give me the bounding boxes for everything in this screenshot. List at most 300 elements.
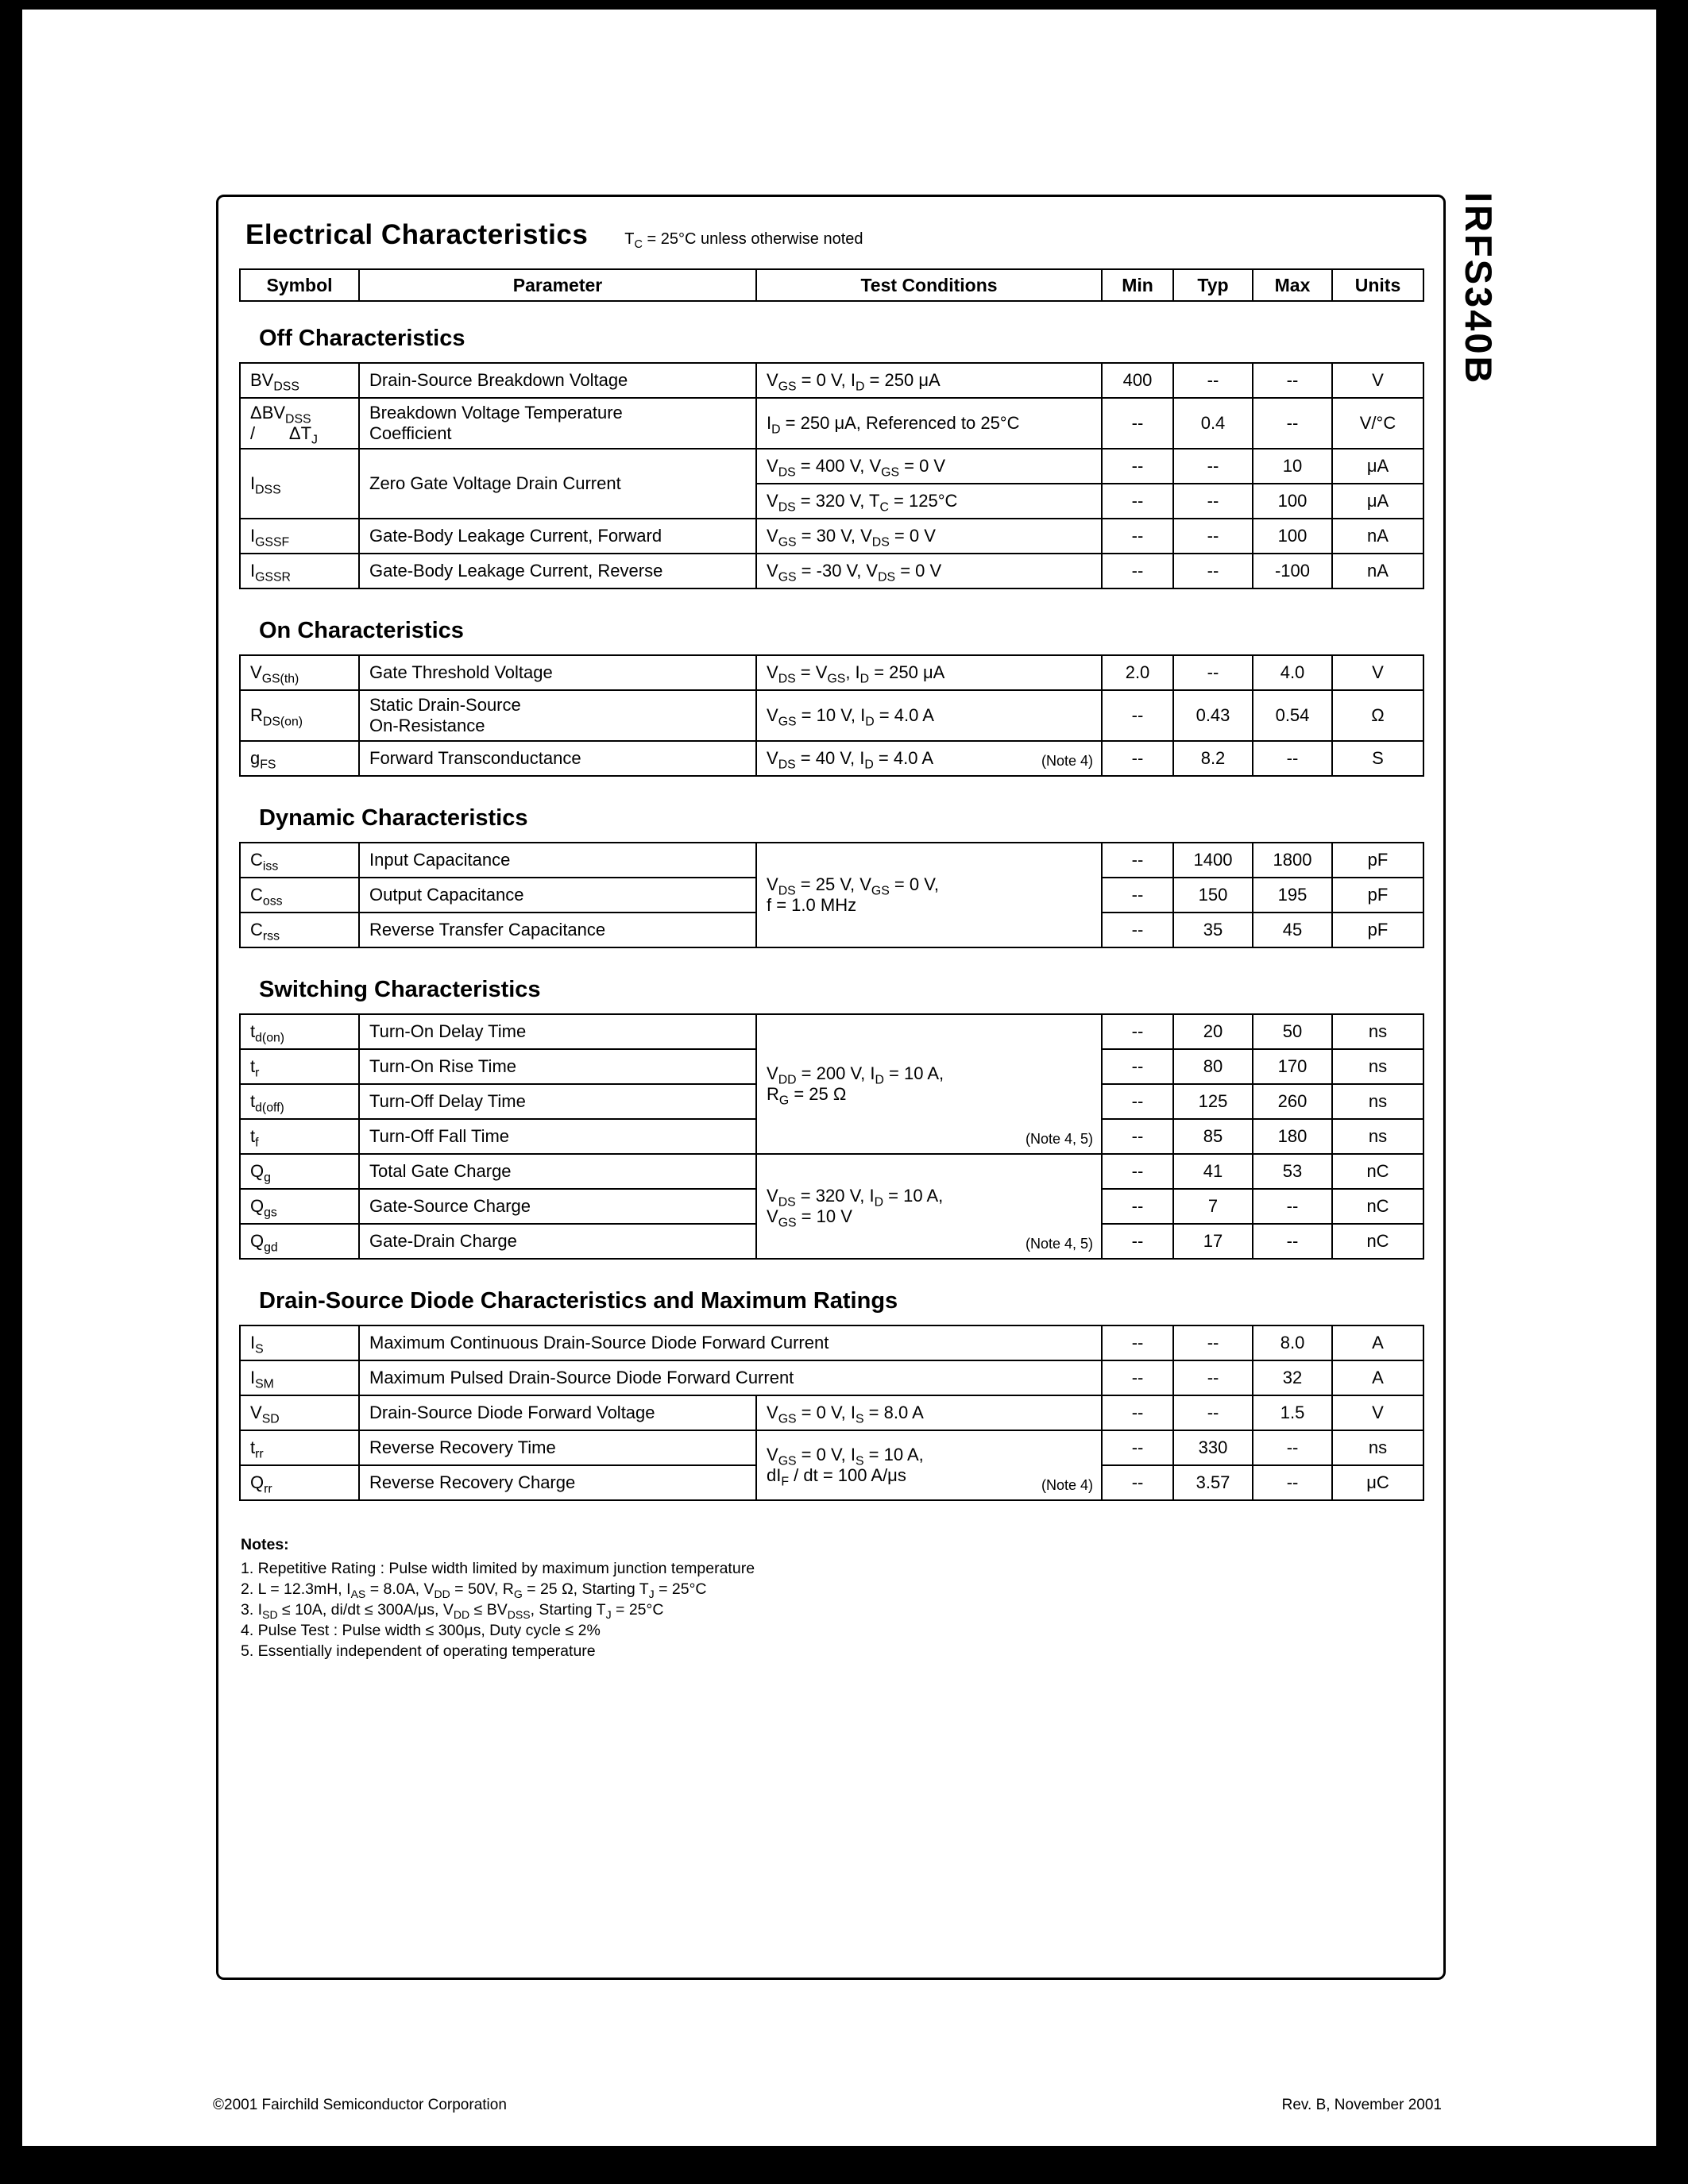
cell-text: -100 <box>1274 561 1311 581</box>
cell-text: $V_{GS} = -30$ V, $V_{DS} = 0$ V <box>767 561 942 585</box>
cell-unit <box>1332 1430 1423 1465</box>
cell-num <box>1102 1119 1173 1154</box>
section-heading: Switching Characteristics <box>259 977 541 1002</box>
note-reference: (Note 4) <box>1041 1477 1094 1493</box>
cell-unit <box>1332 1084 1423 1119</box>
cell-text: 17 <box>1203 1231 1223 1251</box>
cell-par <box>359 1360 1102 1395</box>
cell-text: 195 <box>1277 885 1308 905</box>
cell-num <box>1102 1224 1173 1259</box>
cell-text: $V_{DS} = V_{GS}$, $I_D = 250$ μA <box>767 662 945 686</box>
cell-text: $g_{FS}$ <box>250 748 276 772</box>
cell-num <box>1102 878 1173 913</box>
cell-sym <box>240 519 359 554</box>
cell-text: -- <box>1207 526 1219 546</box>
cell-sym <box>240 554 359 588</box>
cell-sym <box>240 1325 359 1360</box>
characteristics-table <box>239 1325 1424 1501</box>
cell-test <box>756 1154 1102 1259</box>
cell-text: $Q_g$ <box>250 1161 271 1185</box>
cell-text: -- <box>1131 850 1144 870</box>
cell-num <box>1173 1189 1253 1224</box>
cell-text: $C_{iss}$ <box>250 850 279 874</box>
cell-sym <box>240 1395 359 1430</box>
cell-num <box>1253 1189 1332 1224</box>
cell-text: V/°C <box>1359 413 1396 433</box>
cell-par <box>359 519 756 554</box>
cell-num <box>1253 1395 1332 1430</box>
cell-num <box>1102 913 1173 947</box>
cell-text: Gate Threshold Voltage <box>369 662 553 682</box>
cell-num <box>1173 484 1253 519</box>
cell-unit <box>1332 1360 1423 1395</box>
cell-num <box>1173 398 1253 449</box>
table-row <box>240 1325 1423 1360</box>
note-reference: (Note 4) <box>1041 753 1093 769</box>
cell-sym <box>240 741 359 776</box>
cell-text: 100 <box>1277 526 1308 546</box>
cell-text: $BV_{DSS}$ <box>250 370 299 394</box>
cell-test <box>756 484 1102 519</box>
cell-par <box>359 1119 756 1154</box>
cell-par <box>359 363 756 398</box>
cell-sym <box>240 1014 359 1049</box>
cell-num <box>1173 1395 1253 1430</box>
cell-num <box>1173 519 1253 554</box>
cell-text: 4.0 <box>1280 662 1305 682</box>
cell-num <box>1102 1360 1173 1395</box>
cell-par <box>359 1325 1102 1360</box>
column-header-test-conditions: Test Conditions <box>756 269 1102 301</box>
cell-unit <box>1332 655 1423 690</box>
cell-text: ns <box>1368 1056 1388 1076</box>
cell-num <box>1253 690 1332 741</box>
cell-par <box>359 398 756 449</box>
cell-unit <box>1332 1119 1423 1154</box>
cell-text: nC <box>1366 1196 1389 1216</box>
note-reference: (Note 4, 5) <box>1025 1236 1093 1252</box>
cell-num <box>1253 741 1332 776</box>
table-row <box>240 1014 1423 1049</box>
content-frame <box>216 195 1446 1980</box>
cell-num <box>1253 1154 1332 1189</box>
cell-text: -- <box>1131 1437 1144 1457</box>
cell-text: 0.54 <box>1275 705 1310 725</box>
cell-text: -- <box>1131 1231 1144 1251</box>
cell-text: Turn-On Rise Time <box>369 1056 517 1076</box>
cell-num <box>1173 1084 1253 1119</box>
cell-test <box>756 690 1102 741</box>
table-row <box>240 398 1423 449</box>
cell-num <box>1253 1084 1332 1119</box>
cell-num <box>1253 519 1332 554</box>
cell-text: 8.2 <box>1200 748 1226 768</box>
cell-text: -- <box>1131 1091 1144 1111</box>
cell-text: $V_{GS(th)}$ <box>250 662 299 686</box>
cell-num <box>1173 1014 1253 1049</box>
cell-text: $I_{SM}$ <box>250 1368 274 1391</box>
cell-text: Static Drain-Source On-Resistance <box>369 695 521 735</box>
note-reference: (Note 4, 5) <box>1025 1131 1093 1147</box>
cell-num <box>1102 398 1173 449</box>
cell-unit <box>1332 1154 1423 1189</box>
table-row <box>240 363 1423 398</box>
cell-text: $V_{DS} = 320$ V, $I_D = 10$ A, $V_{GS} = 10$ V <box>767 1186 944 1230</box>
cell-text: Drain-Source Diode Forward Voltage <box>369 1403 655 1422</box>
cell-text: 0.43 <box>1196 705 1230 725</box>
cell-test <box>756 741 1102 776</box>
cell-test <box>756 1430 1102 1500</box>
cell-text: V <box>1372 662 1384 682</box>
cell-test <box>756 398 1102 449</box>
cell-text: -- <box>1131 705 1144 725</box>
cell-text: $C_{oss}$ <box>250 885 283 909</box>
cell-text: Gate-Body Leakage Current, Forward <box>369 526 662 546</box>
cell-text: pF <box>1367 850 1389 870</box>
cell-text: -- <box>1207 456 1219 476</box>
cell-text: A <box>1372 1368 1384 1387</box>
cell-num <box>1173 913 1253 947</box>
cell-text: -- <box>1286 1231 1299 1251</box>
cell-text: $I_{GSSR}$ <box>250 561 291 585</box>
cell-num <box>1253 554 1332 588</box>
cell-text: Gate-Source Charge <box>369 1196 531 1216</box>
cell-text: -- <box>1131 561 1144 581</box>
column-header-row <box>240 269 1423 301</box>
cell-unit <box>1332 843 1423 878</box>
column-header-typ: Typ <box>1173 269 1253 301</box>
cell-num <box>1173 1154 1253 1189</box>
cell-text: nC <box>1366 1161 1389 1181</box>
cell-text: Turn-On Delay Time <box>369 1021 527 1041</box>
cell-text: 53 <box>1282 1161 1303 1181</box>
cell-text: -- <box>1131 1472 1144 1492</box>
cell-text: ns <box>1368 1021 1388 1041</box>
column-header-parameter: Parameter <box>359 269 756 301</box>
cell-unit <box>1332 554 1423 588</box>
cell-num <box>1173 363 1253 398</box>
cell-text: 35 <box>1203 920 1223 940</box>
cell-text: -- <box>1131 1368 1144 1387</box>
cell-num <box>1102 554 1173 588</box>
footer-revision: Rev. B, November 2001 <box>1281 2097 1442 2113</box>
cell-par <box>359 1084 756 1119</box>
cell-num <box>1253 449 1332 484</box>
column-header-symbol: Symbol <box>240 269 359 301</box>
cell-text: -- <box>1131 1021 1144 1041</box>
cell-text: $V_{DS} = 320$ V, $T_C = 125^\circ C$ <box>767 491 958 515</box>
cell-text: 2.0 <box>1125 662 1150 682</box>
cell-text: $Q_{gs}$ <box>250 1196 277 1220</box>
cell-text: -- <box>1207 1368 1219 1387</box>
cell-num <box>1253 843 1332 878</box>
cell-text: $t_{d(off)}$ <box>250 1091 284 1115</box>
cell-text: nA <box>1367 526 1389 546</box>
section-heading: Dynamic Characteristics <box>259 805 528 831</box>
page-title: Electrical Characteristics <box>245 219 589 250</box>
cell-text: μA <box>1366 456 1389 476</box>
cell-text: $t_{rr}$ <box>250 1437 264 1461</box>
cell-text: nC <box>1366 1231 1389 1251</box>
cell-text: $V_{GS} = 0$ V, $I_D = 250$ μA <box>767 370 941 394</box>
cell-num <box>1102 1014 1173 1049</box>
cell-text: 8.0 <box>1280 1333 1305 1352</box>
column-header-max: Max <box>1253 269 1332 301</box>
cell-num <box>1173 843 1253 878</box>
cell-text: ns <box>1368 1437 1388 1457</box>
cell-text: Forward Transconductance <box>369 748 581 768</box>
cell-text: -- <box>1286 1472 1299 1492</box>
cell-text: 170 <box>1277 1056 1308 1076</box>
cell-par <box>359 449 756 519</box>
cell-par <box>359 1224 756 1259</box>
cell-text: $V_{DS} = 25$ V, $V_{GS} = 0$ V, f = 1.0 MHz <box>767 874 939 915</box>
cell-text: 85 <box>1203 1126 1223 1146</box>
cell-sym <box>240 1360 359 1395</box>
cell-num <box>1253 878 1332 913</box>
cell-unit <box>1332 1325 1423 1360</box>
table-row <box>240 1154 1423 1189</box>
cell-text: Gate-Drain Charge <box>369 1231 517 1251</box>
cell-sym <box>240 913 359 947</box>
cell-test <box>756 655 1102 690</box>
cell-sym <box>240 1430 359 1465</box>
cell-num <box>1253 484 1332 519</box>
cell-test <box>756 554 1102 588</box>
note-item: 3. $I_{SD} \le 10A$, di/dt ≤ 300A/μs, $V_{DD} \le BV_{DSS}$, Starting $T_J = 25^\circ C$ <box>241 1601 664 1621</box>
cell-par <box>359 878 756 913</box>
cell-num <box>1102 741 1173 776</box>
cell-text: -- <box>1131 1403 1144 1422</box>
cell-num <box>1102 1395 1173 1430</box>
cell-text: V <box>1372 1403 1384 1422</box>
cell-text: nA <box>1367 561 1389 581</box>
sections-container <box>239 326 1443 1501</box>
cell-text: Gate-Body Leakage Current, Reverse <box>369 561 663 581</box>
cell-text: 400 <box>1122 370 1153 390</box>
cell-text: -- <box>1131 885 1144 905</box>
cell-test <box>756 843 1102 947</box>
cell-num <box>1173 741 1253 776</box>
cell-text: -- <box>1131 413 1144 433</box>
cell-text: Reverse Transfer Capacitance <box>369 920 606 940</box>
cell-text: S <box>1372 748 1384 768</box>
cell-text: pF <box>1367 920 1389 940</box>
cell-text: -- <box>1131 491 1144 511</box>
cell-text: Zero Gate Voltage Drain Current <box>369 473 621 493</box>
cell-text: $I_{GSSF}$ <box>250 526 290 550</box>
cell-text: ns <box>1368 1091 1388 1111</box>
cell-unit <box>1332 913 1423 947</box>
cell-text: $R_{DS(on)}$ <box>250 705 303 729</box>
cell-text: -- <box>1131 748 1144 768</box>
notes-list <box>241 1558 1443 1661</box>
cell-text: -- <box>1131 1126 1144 1146</box>
cell-par <box>359 655 756 690</box>
cell-text: 330 <box>1198 1437 1228 1457</box>
cell-text: 45 <box>1282 920 1303 940</box>
cell-num <box>1173 655 1253 690</box>
cell-text: A <box>1372 1333 1384 1352</box>
cell-par <box>359 690 756 741</box>
cell-text: $C_{rss}$ <box>250 920 280 943</box>
cell-test <box>756 449 1102 484</box>
cell-sym <box>240 398 359 449</box>
cell-unit <box>1332 1014 1423 1049</box>
cell-sym <box>240 1154 359 1189</box>
cell-text: -- <box>1286 1196 1299 1216</box>
cell-num <box>1102 843 1173 878</box>
table-row <box>240 519 1423 554</box>
cell-num <box>1173 1430 1253 1465</box>
cell-sym <box>240 690 359 741</box>
cell-text: -- <box>1207 370 1219 390</box>
characteristics-table <box>239 654 1424 777</box>
cell-text: $Q_{rr}$ <box>250 1472 272 1496</box>
cell-text: pF <box>1367 885 1389 905</box>
cell-text: 150 <box>1198 885 1228 905</box>
cell-sym <box>240 1119 359 1154</box>
cell-text: 125 <box>1198 1091 1228 1111</box>
cell-par <box>359 913 756 947</box>
cell-num <box>1102 449 1173 484</box>
cell-num <box>1253 655 1332 690</box>
cell-num <box>1102 1049 1173 1084</box>
cell-text: Maximum Pulsed Drain-Source Diode Forward Current <box>369 1368 794 1387</box>
cell-text: $V_{GS} = 10$ V, $I_D = 4.0$ A <box>767 705 934 729</box>
cell-unit <box>1332 449 1423 484</box>
cell-text: -- <box>1131 920 1144 940</box>
cell-unit <box>1332 484 1423 519</box>
column-header-units: Units <box>1332 269 1423 301</box>
cell-num <box>1253 1360 1332 1395</box>
table-row <box>240 1395 1423 1430</box>
cell-test <box>756 519 1102 554</box>
cell-text: Output Capacitance <box>369 885 524 905</box>
cell-text: Breakdown Voltage Temperature Coefficient <box>369 403 623 443</box>
cell-num <box>1173 878 1253 913</box>
cell-num <box>1253 1014 1332 1049</box>
cell-text: Total Gate Charge <box>369 1161 512 1181</box>
cell-text: 1400 <box>1193 850 1233 870</box>
cell-par <box>359 741 756 776</box>
cell-num <box>1102 363 1173 398</box>
cell-sym <box>240 363 359 398</box>
cell-num <box>1253 1465 1332 1500</box>
cell-text: 180 <box>1277 1126 1308 1146</box>
cell-num <box>1102 1430 1173 1465</box>
cell-text: -- <box>1286 1437 1299 1457</box>
cell-text: $V_{DS} = 40$ V, $I_D = 4.0$ A <box>767 748 934 772</box>
cell-num <box>1102 1325 1173 1360</box>
note-item: 4. Pulse Test : Pulse width ≤ 300μs, Duty cycle ≤ 2% <box>241 1622 601 1639</box>
cell-text: 80 <box>1203 1056 1223 1076</box>
cell-text: -- <box>1131 456 1144 476</box>
cell-unit <box>1332 878 1423 913</box>
cell-num <box>1102 1189 1173 1224</box>
cell-text: $V_{GS} = 0$ V, $I_S = 10$ A, $dI_F$ / dt = 100 A/μs <box>767 1445 924 1489</box>
cell-text: ns <box>1368 1126 1388 1146</box>
part-number-label: IRFS340B <box>1458 192 1500 386</box>
cell-test <box>756 1014 1102 1154</box>
notes-title: Notes: <box>241 1536 289 1553</box>
cell-unit <box>1332 690 1423 741</box>
cell-sym <box>240 1465 359 1500</box>
cell-text: 7 <box>1207 1196 1219 1216</box>
cell-num <box>1253 1430 1332 1465</box>
cell-unit <box>1332 1189 1423 1224</box>
cell-sym <box>240 878 359 913</box>
cell-text: -- <box>1131 1196 1144 1216</box>
cell-num <box>1102 484 1173 519</box>
cell-unit <box>1332 363 1423 398</box>
note-item: 1. Repetitive Rating : Pulse width limited by maximum junction temperature <box>241 1560 755 1577</box>
cell-unit <box>1332 1465 1423 1500</box>
cell-sym <box>240 843 359 878</box>
cell-num <box>1173 1325 1253 1360</box>
cell-num <box>1173 1465 1253 1500</box>
cell-num <box>1173 690 1253 741</box>
cell-num <box>1253 1119 1332 1154</box>
cell-text: $\Delta BV_{DSS}$ / $\Delta T_J$ <box>250 403 318 447</box>
cell-text: -- <box>1207 561 1219 581</box>
cell-unit <box>1332 1395 1423 1430</box>
cell-text: $I_{DSS}$ <box>250 473 281 497</box>
cell-text: V <box>1372 370 1384 390</box>
cell-num <box>1173 554 1253 588</box>
cell-text: -- <box>1207 662 1219 682</box>
cell-text: -- <box>1286 413 1299 433</box>
table-row <box>240 843 1423 878</box>
cell-sym <box>240 1049 359 1084</box>
cell-num <box>1253 363 1332 398</box>
cell-text: 100 <box>1277 491 1308 511</box>
note-item: 5. Essentially independent of operating temperature <box>241 1642 596 1660</box>
cell-num <box>1253 1224 1332 1259</box>
cell-test <box>756 363 1102 398</box>
characteristics-table <box>239 1013 1424 1260</box>
cell-sym <box>240 1084 359 1119</box>
cell-text: 260 <box>1277 1091 1308 1111</box>
cell-unit <box>1332 1224 1423 1259</box>
cell-text: μC <box>1366 1472 1389 1492</box>
cell-text: 41 <box>1203 1161 1223 1181</box>
cell-num <box>1173 1049 1253 1084</box>
cell-text: -- <box>1286 370 1299 390</box>
cell-text: $V_{DS} = 400$ V, $V_{GS} = 0$ V <box>767 456 946 480</box>
cell-text: Reverse Recovery Charge <box>369 1472 576 1492</box>
cell-text: 3.57 <box>1196 1472 1230 1492</box>
cell-num <box>1102 1154 1173 1189</box>
cell-text: $I_D = 250$ μA, Referenced to 25°C <box>767 413 1020 437</box>
notes-block <box>241 1534 1443 1661</box>
cell-text: -- <box>1131 1056 1144 1076</box>
cell-unit <box>1332 398 1423 449</box>
section-heading: Drain-Source Diode Characteristics and Maximum Ratings <box>259 1288 898 1314</box>
section-heading: On Characteristics <box>259 618 464 643</box>
cell-text: -- <box>1207 1403 1219 1422</box>
cell-par <box>359 1189 756 1224</box>
page <box>22 10 1656 2146</box>
cell-num <box>1173 449 1253 484</box>
cell-num <box>1102 519 1173 554</box>
cell-text: μA <box>1366 491 1389 511</box>
cell-num <box>1253 1049 1332 1084</box>
cell-par <box>359 1154 756 1189</box>
cell-text: 10 <box>1282 456 1303 476</box>
cell-text: $V_{GS} = 30$ V, $V_{DS} = 0$ V <box>767 526 936 550</box>
table-row <box>240 554 1423 588</box>
